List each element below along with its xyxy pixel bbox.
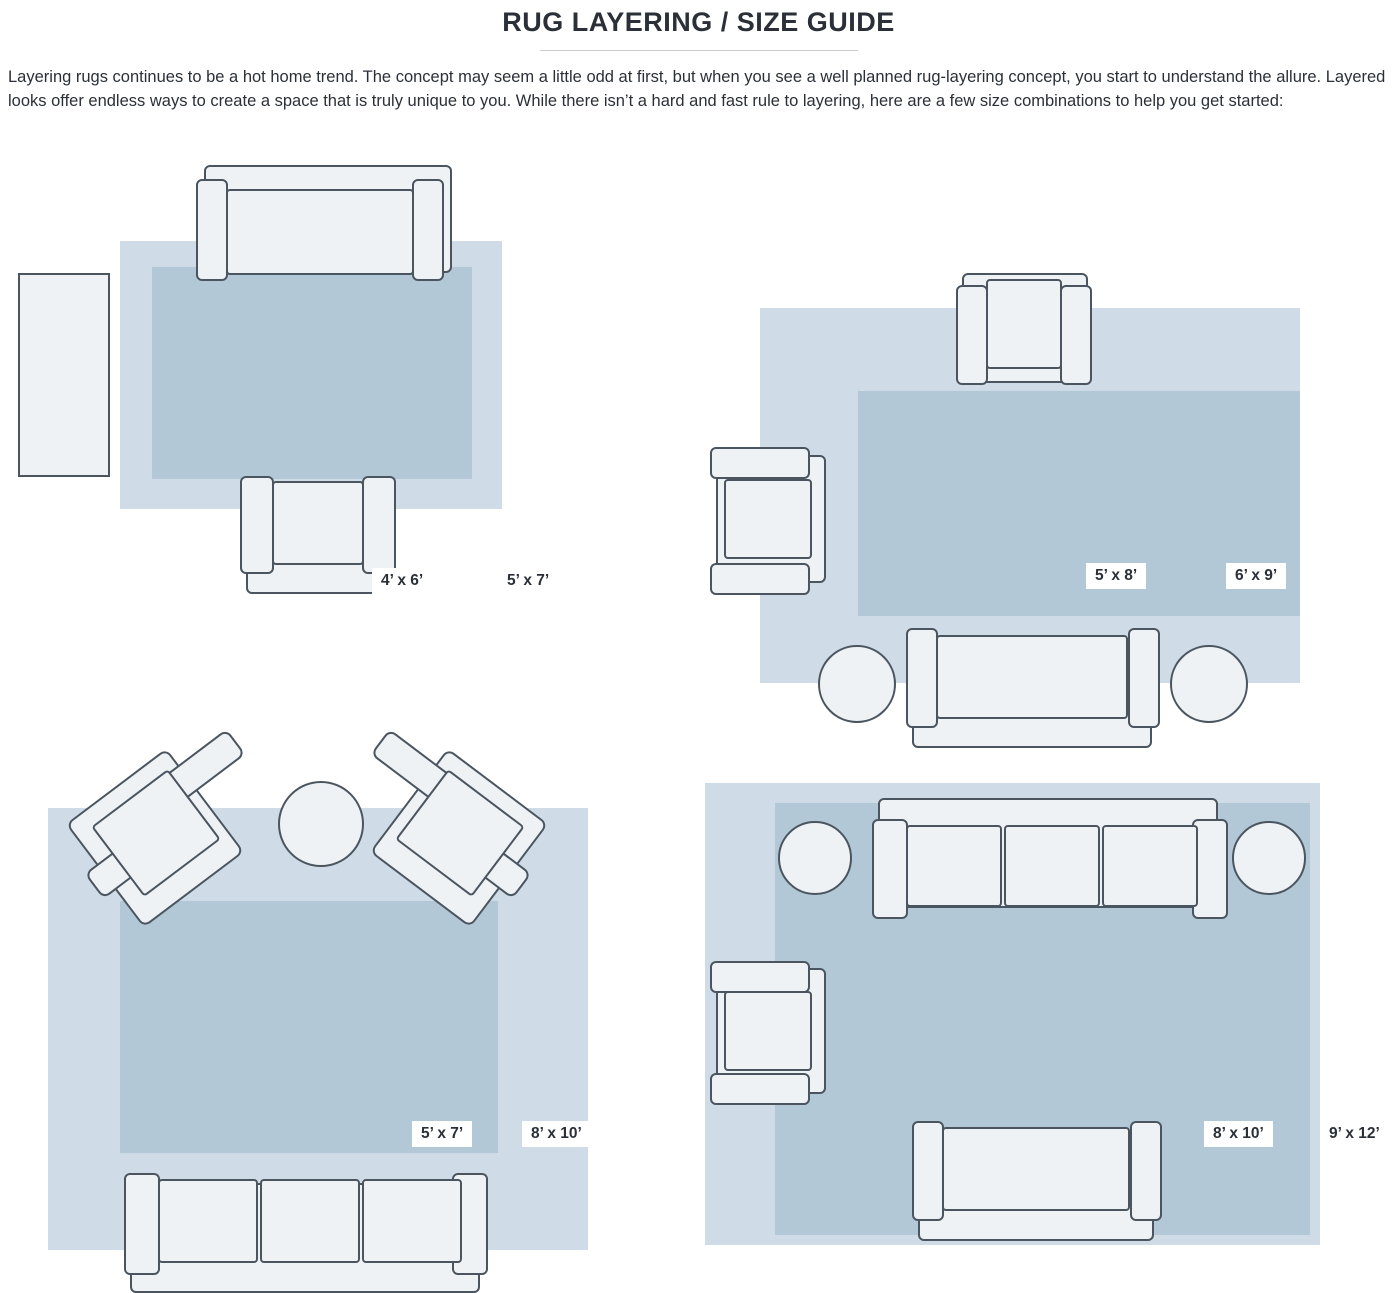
sofa-top-arm-left <box>872 819 908 919</box>
inner-rug-4x6 <box>152 267 472 479</box>
armchair-left-seat <box>724 991 812 1071</box>
label-outer-8x10: 8’ x 10’ <box>522 1121 591 1147</box>
loveseat-seat <box>942 1127 1130 1211</box>
label-outer-5x7: 5’ x 7’ <box>498 568 558 594</box>
panel-top-left <box>0 133 640 603</box>
label-inner-8x10: 8’ x 10’ <box>1204 1121 1273 1147</box>
armchair-top-arm-left <box>956 285 988 385</box>
label-inner-4x6: 4’ x 6’ <box>372 568 432 594</box>
label-outer-9x12: 9’ x 12’ <box>1320 1121 1389 1147</box>
armchair-top-seat <box>986 279 1062 369</box>
round-table <box>278 781 364 867</box>
page-title: RUG LAYERING / SIZE GUIDE <box>502 7 895 37</box>
armchair-seat <box>272 481 364 565</box>
rug-layering-size-guide-page <box>0 6 1397 1189</box>
panel-top-right <box>700 123 1397 623</box>
panel-bottom-left <box>0 603 640 1143</box>
sofa-seat <box>226 189 414 275</box>
label-outer-6x9: 6’ x 9’ <box>1226 563 1286 589</box>
panel-bottom-right <box>700 603 1397 1163</box>
armchair-top-arm-right <box>1060 285 1092 385</box>
diagram-container <box>0 113 1397 1143</box>
sofa-arm-left <box>124 1173 160 1275</box>
loveseat-arm-left <box>912 1121 944 1221</box>
side-table-left <box>778 821 852 895</box>
sofa-cushion-1 <box>158 1179 258 1263</box>
sofa-top-cushion-3 <box>1102 825 1198 907</box>
armchair-left-arm-bottom <box>710 1073 810 1105</box>
inner-rug-5x7 <box>120 901 498 1153</box>
label-inner-5x7: 5’ x 7’ <box>412 1121 472 1147</box>
armchair-left-arm-top <box>710 447 810 479</box>
label-inner-5x8: 5’ x 8’ <box>1086 563 1146 589</box>
loveseat-arm-right <box>1130 1121 1162 1221</box>
armchair-arm-left <box>240 476 274 574</box>
sofa-arm-right <box>412 179 444 281</box>
title-divider <box>540 50 858 51</box>
side-table-right <box>1232 821 1306 895</box>
console-table <box>18 273 110 477</box>
armchair-arm-right <box>362 476 396 574</box>
intro-paragraph: Layering rugs continues to be a hot home trend. The concept may seem a little odd at first, but when you see a well planned rug-layering concept, you start to understand the allure. Layered looks offer endless ways to create a space that is truly unique to you. While there isn’t a hard and fast rule to layering, here are a few size combinations to help you get started: <box>8 68 1386 110</box>
sofa-top-cushion-1 <box>906 825 1002 907</box>
armchair-left-arm-top <box>710 961 810 993</box>
sofa-cushion-2 <box>260 1179 360 1263</box>
sofa-top-cushion-2 <box>1004 825 1100 907</box>
armchair-left-arm-bottom <box>710 563 810 595</box>
armchair-left-seat <box>724 479 812 559</box>
sofa-cushion-3 <box>362 1179 462 1263</box>
sofa-arm-left <box>196 179 228 281</box>
